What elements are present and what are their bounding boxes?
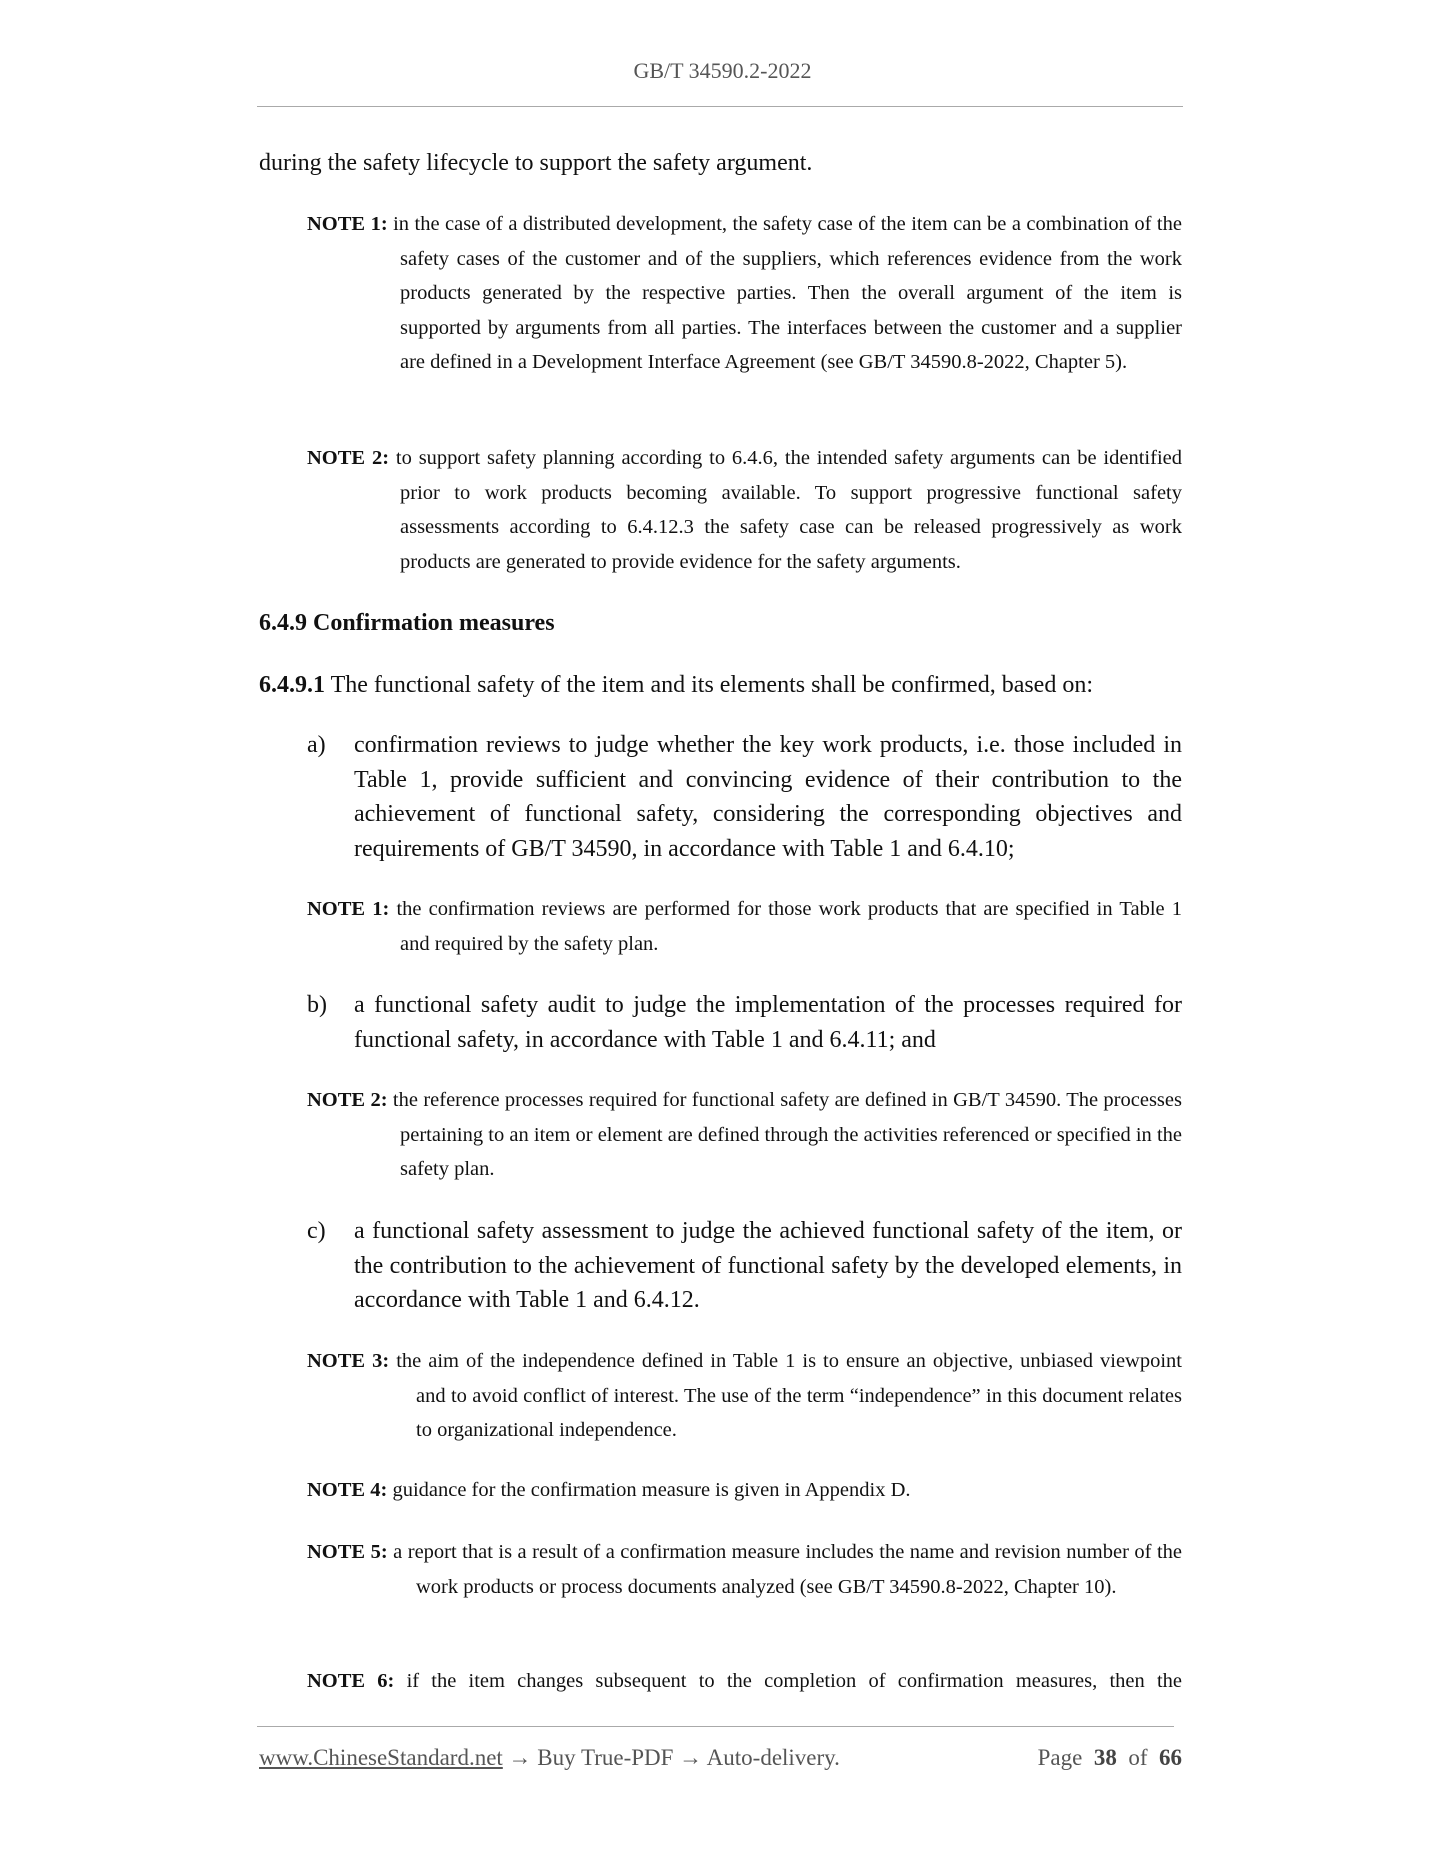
footer-promo (259, 1745, 840, 1771)
list-item-c (307, 1214, 1182, 1318)
note-2-safety-planning (307, 441, 1182, 579)
note-3-independence (307, 1344, 1182, 1448)
note-label: NOTE 4: (307, 1479, 388, 1501)
note-text: the confirmation reviews are performed for those work products that are specified in Table 1 and required by the safety plan. (396, 898, 1182, 955)
clause-6-4-9-1 (259, 668, 1182, 703)
document-header: GB/T 34590.2-2022 (633, 58, 812, 83)
note-text: if the item changes subsequent to the completion of confirmation measures, then the (406, 1670, 1182, 1692)
note-label: NOTE 3: (307, 1350, 390, 1372)
note-label: NOTE 5: (307, 1541, 388, 1563)
list-marker: b) (307, 992, 327, 1018)
list-text: a functional safety audit to judge the implementation of the processes required for functional safety, in accordance with Table 1 and 6.4.11; and (354, 992, 1182, 1053)
section-heading (259, 606, 1182, 641)
section-title: 6.4.9 Confirmation measures (259, 610, 555, 636)
page-footer (259, 1745, 1182, 1771)
current-page: 38 (1093, 1745, 1117, 1770)
continuation-text: during the safety lifecycle to support the safety argument. (259, 150, 813, 176)
note-4-guidance (307, 1473, 1182, 1508)
list-item-a (307, 728, 1182, 866)
footer-promo-text: → Buy True-PDF → Auto-delivery. (502, 1745, 840, 1770)
note-label: NOTE 2: (307, 1089, 388, 1111)
list-text: a functional safety assessment to judge the achieved functional safety of the item, or the contribution to the achievement of functional safety by the developed elements, in accordance with Table 1 and 6.4.12. (354, 1218, 1182, 1313)
list-marker: c) (307, 1218, 326, 1244)
note-label: NOTE 6: (307, 1670, 395, 1692)
note-5-report (307, 1535, 1182, 1604)
note-label: NOTE 2: (307, 447, 390, 469)
note-label: NOTE 1: (307, 213, 388, 235)
note-text: to support safety planning according to 6.4.6, the intended safety arguments can be identified prior to work products becoming available. To support progressive functional safety assessments according to 6.4.12.3 the safety case can be released progressively as work products are generated to provide evidence for the safety arguments. (395, 447, 1182, 573)
clause-text: The functional safety of the item and its elements shall be confirmed, based on: (325, 672, 1093, 698)
note-2-reference-processes (307, 1083, 1182, 1187)
note-1-safety-case (307, 207, 1182, 380)
note-text: a report that is a result of a confirmation measure includes the name and revision number of the work products or process documents analyzed (see GB/T 34590.8-2022, Chapter 10). (393, 1541, 1182, 1598)
footer-divider (257, 1726, 1174, 1727)
list-item-b (307, 988, 1182, 1057)
note-text: in the case of a distributed development, the safety case of the item can be a combination of the safety cases of the customer and of the suppliers, which references evidence from the work products generated by the respective parties. Then the overall argument of the item is supported by arguments from all parties. The interfaces between the customer and a supplier are defined in a Development Interface Agreement (see GB/T 34590.8-2022, Chapter 5). (393, 213, 1182, 373)
note-1-confirmation-reviews (307, 892, 1182, 961)
page-number (1038, 1745, 1182, 1771)
clause-number: 6.4.9.1 (259, 672, 325, 698)
note-text: guidance for the confirmation measure is given in Appendix D. (392, 1479, 911, 1501)
page-label: Page (1037, 1745, 1083, 1770)
total-pages: 66 (1159, 1745, 1182, 1770)
note-6-item-changes (307, 1664, 1182, 1699)
note-text: the reference processes required for functional safety are defined in GB/T 34590. The processes pertaining to an item or element are defined through the activities referenced or specified in the safety plan. (392, 1089, 1182, 1180)
note-text: the aim of the independence defined in Table 1 is to ensure an objective, unbiased viewpoint and to avoid conflict of interest. The use of the term “independence” in this document relates to organizational independence. (396, 1350, 1182, 1441)
note-label: NOTE 1: (307, 898, 390, 920)
of-label: of (1128, 1745, 1148, 1770)
list-marker: a) (307, 732, 326, 758)
list-text: confirmation reviews to judge whether the key work products, i.e. those included in Table 1, provide sufficient and convincing evidence of their contribution to the achievement of functional safety, considering the corresponding objectives and requirements of GB/T 34590, in accordance with Table 1 and 6.4.10; (354, 732, 1182, 862)
header-divider (257, 106, 1183, 107)
website-link[interactable]: www.ChineseStandard.net (259, 1745, 503, 1770)
